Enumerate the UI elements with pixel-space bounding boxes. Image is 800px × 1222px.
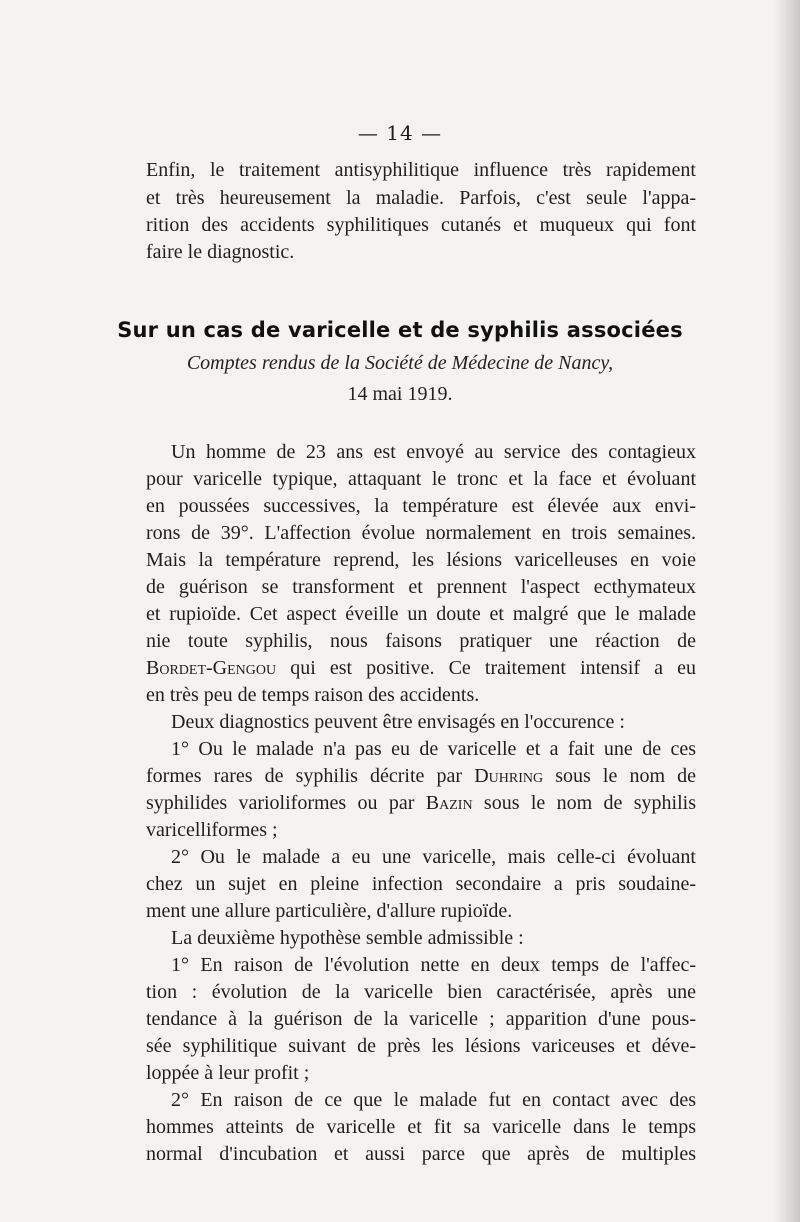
body-line-4: rons de 39°. L'affection évolue normalement en trois semaines. [146,522,696,544]
section-date: 14 mai 1919. [347,383,453,405]
body-line-10: en très peu de temps raison des accidents. [146,684,480,706]
author-name-bazin: Bazin [425,792,473,814]
page-number: — 14 — [357,121,443,145]
diag1-line-3-pre: syphilides varioliformes ou par [146,792,426,814]
body-line-6: de guérison se transforment et prennent l'aspect ecthymateux [146,576,696,598]
diag1-line-1: 1° Ou le malade n'a pas eu de varicelle et a fait une de ces [171,738,696,760]
intro-line-3: rition des accidents syphilitiques cutanés et muqueux qui font [146,214,696,236]
diag2-line-2: chez un sujet en pleine infection secondaire a pris soudaine- [146,873,696,895]
intro-line-2: et très heureusement la maladie. Parfois, c'est seule l'appa- [146,187,696,209]
body-line-9 [146,656,696,680]
reason2-line-1: 2° En raison de ce que le malade fut en contact avec des [171,1089,696,1111]
hypothesis-intro: La deuxième hypothèse semble admissible : [171,927,524,949]
diag1-line-2 [146,764,696,788]
diag1-line-2-post: sous le nom de [543,765,696,787]
reason1-line-1: 1° En raison de l'évolution nette en deux temps de l'affec- [171,954,696,976]
diag1-line-4: varicelliformes ; [146,819,278,841]
body-line-3: en poussées successives, la température est élevée aux envi- [146,495,696,517]
author-name-bordet-gengou: Bordet-Gengou [146,657,277,679]
reason2-line-2: hommes atteints de varicelle et fit sa varicelle dans le temps [146,1116,696,1138]
reason2-line-3: normal d'incubation et aussi parce que après de multiples [146,1143,696,1165]
body-line-8: nie toute syphilis, nous faisons pratiquer une réaction de [146,630,696,652]
diag1-line-3 [146,791,696,815]
diag2-line-1: 2° Ou le malade a eu une varicelle, mais celle-ci évoluant [171,846,696,868]
body-line-2: pour varicelle typique, attaquant le tronc et la face et évoluant [146,468,696,490]
reason1-line-4: sée syphilitique suivant de près les lésions variceuses et déve- [146,1035,696,1057]
reason1-line-5: loppée à leur profit ; [146,1062,310,1084]
body-line-7: et rupioïde. Cet aspect éveille un doute et malgré que le malade [146,603,696,625]
reason1-line-3: tendance à la guérison de la varicelle ; apparition d'une pous- [146,1008,696,1030]
diag1-line-2-pre: formes rares de syphilis décrite par [146,765,475,787]
section-title: Sur un cas de varicelle et de syphilis associées [117,318,683,342]
author-name-duhring: Duhring [474,765,544,787]
section-source: Comptes rendus de la Société de Médecine de Nancy, [186,352,614,374]
diag1-line-3-post: sous le nom de syphilis [472,792,696,814]
reason1-line-2: tion : évolution de la varicelle bien caractérisée, après une [146,981,696,1003]
diagnostics-intro: Deux diagnostics peuvent être envisagés en l'occurence : [171,711,625,733]
intro-line-1: Enfin, le traitement antisyphilitique influence très rapidement [146,159,696,181]
body-line-9-rest: qui est positive. Ce traitement intensif a eu [276,657,696,679]
diag2-line-3: ment une allure particulière, d'allure rupioïde. [146,900,513,922]
intro-line-4: faire le diagnostic. [146,241,295,263]
body-line-1: Un homme de 23 ans est envoyé au service des contagieux [171,441,696,463]
body-line-5: Mais la température reprend, les lésions varicelleuses en voie [146,549,696,571]
